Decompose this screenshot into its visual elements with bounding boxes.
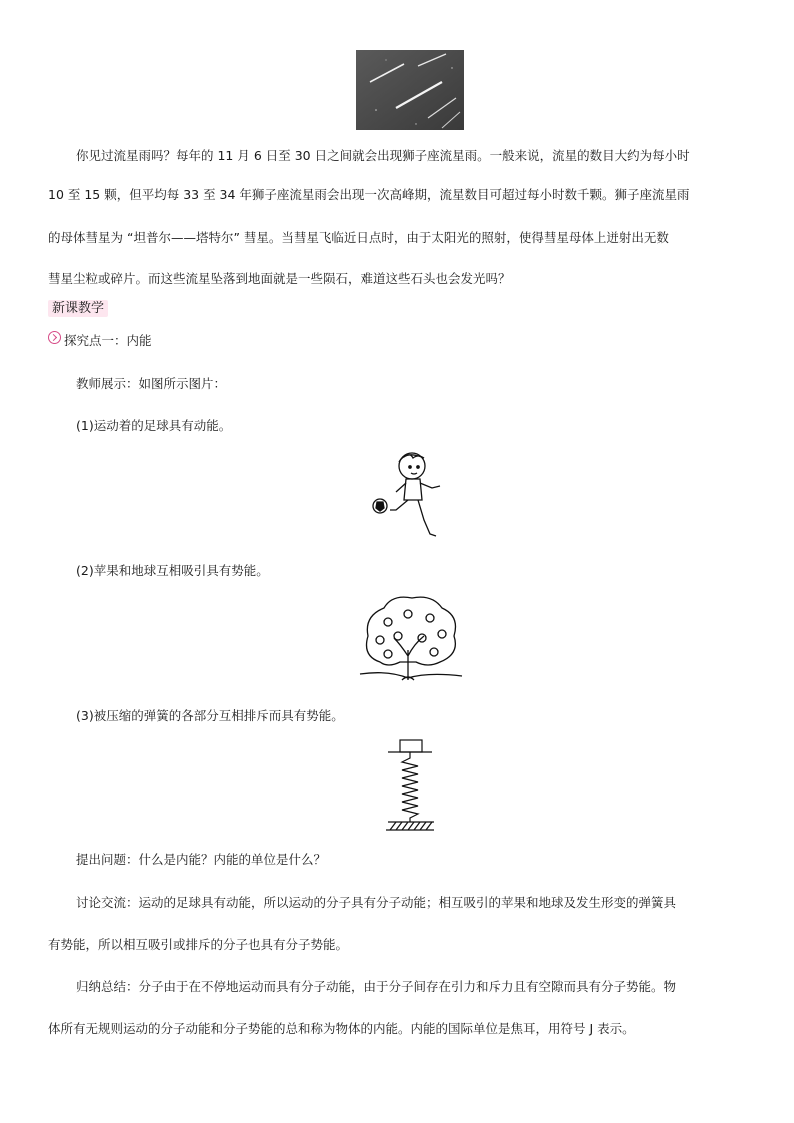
item-2-text: (2)苹果和地球互相吸引具有势能。 <box>76 563 269 578</box>
intro-line-4: 彗星尘粒或碎片。而这些流星坠落到地面就是一些陨石，难道这些石头也会发光吗？ <box>48 271 511 286</box>
section-title: 新课教学 <box>48 300 108 317</box>
compressed-spring-drawing <box>382 738 438 834</box>
intro-line-2: 10 至 15 颗，但平均每 33 至 34 年狮子座流星雨会出现一次高峰期，流星数目可超过每小时数千颗。狮子座流星雨 <box>48 187 690 202</box>
question-text: 提出问题：什么是内能？内能的单位是什么？ <box>76 852 327 867</box>
meteor-shower-photo <box>356 50 464 130</box>
chevron-circle-icon <box>48 331 61 344</box>
point-title: 探究点一：内能 <box>64 333 152 348</box>
intro-line-1: 你见过流星雨吗？每年的 11 月 6 日至 30 日之间就会出现狮子座流星雨。一般来说，流星的数目大约为每小时 <box>76 148 690 163</box>
summary-line-1: 归纳总结：分子由于在不停地运动而具有分子动能，由于分子间存在引力和斥力且有空隙而具有分子势能。物 <box>76 979 677 994</box>
discussion-line-1: 讨论交流：运动的足球具有动能，所以运动的分子具有分子动能；相互吸引的苹果和地球及发生形变的弹簧具 <box>76 895 677 910</box>
teacher-show-text: 教师展示：如图所示图片： <box>76 376 227 391</box>
apple-tree-drawing <box>358 592 464 690</box>
item-1-text: (1)运动着的足球具有动能。 <box>76 418 232 433</box>
item-3-text: (3)被压缩的弹簧的各部分互相排斥而具有势能。 <box>76 708 344 723</box>
summary-line-2: 体所有无规则运动的分子动能和分子势能的总和称为物体的内能。内能的国际单位是焦耳，用符号 J 表示。 <box>48 1021 635 1036</box>
boy-kicking-ball-drawing <box>366 448 452 543</box>
intro-line-3: 的母体彗星为 “坦普尔——塔特尔” 彗星。当彗星飞临近日点时，由于太阳光的照射，使得彗星母体上迸射出无数 <box>48 230 669 245</box>
discussion-line-2: 有势能，所以相互吸引或排斥的分子也具有分子势能。 <box>48 937 349 952</box>
